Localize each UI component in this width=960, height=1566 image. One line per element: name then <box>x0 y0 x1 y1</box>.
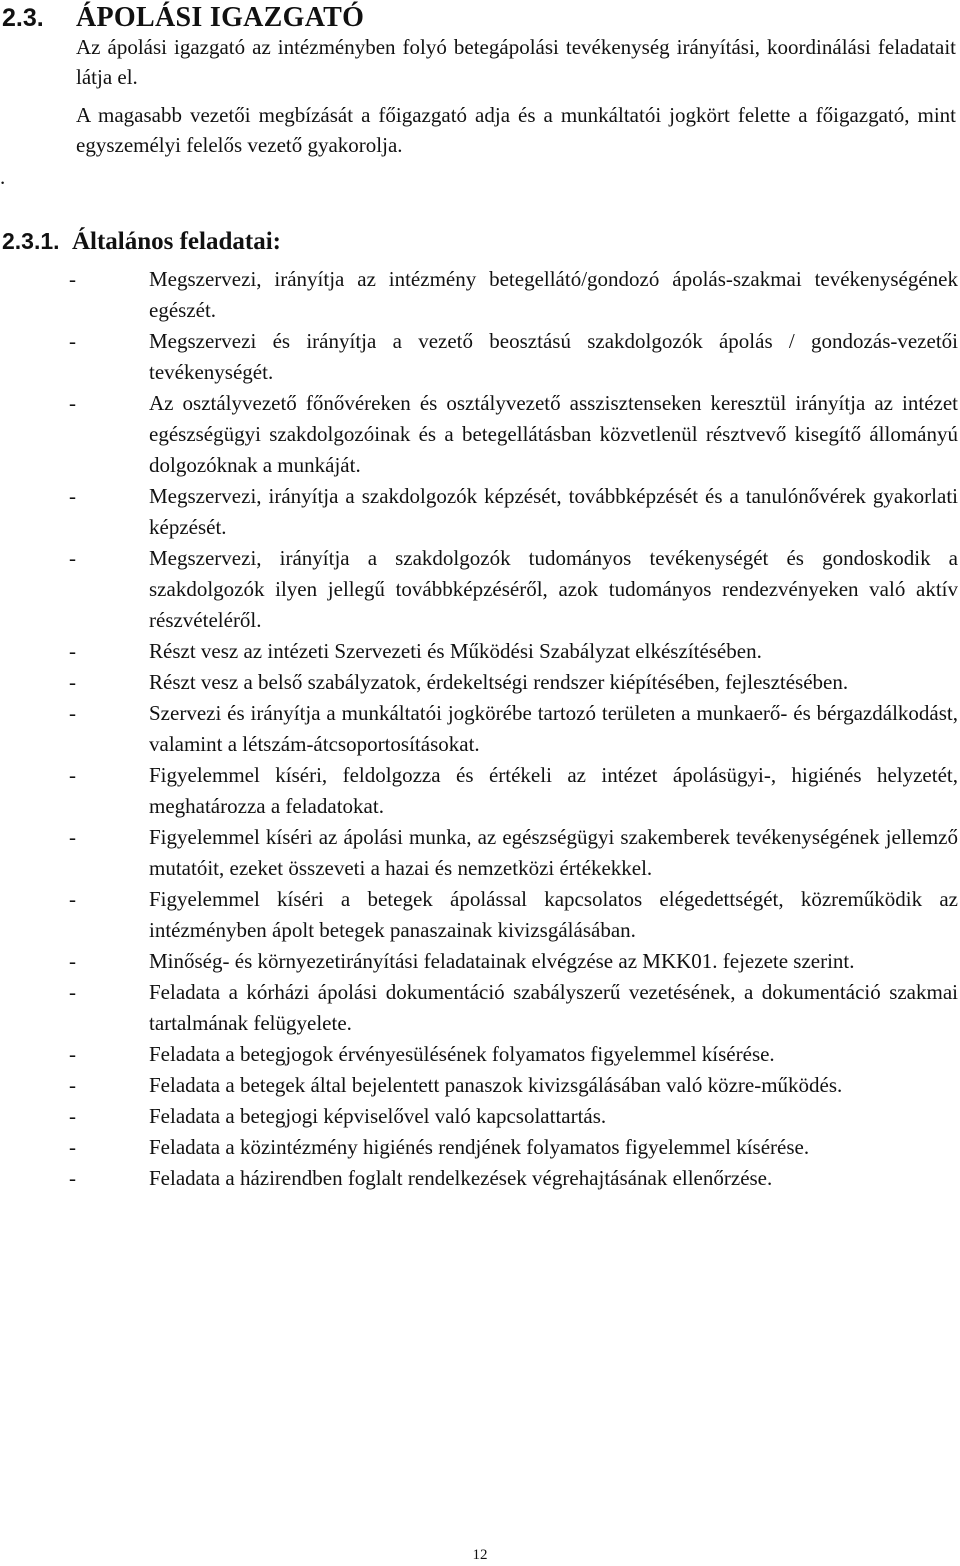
task-item <box>0 946 960 977</box>
task-item <box>0 760 960 822</box>
task-list <box>0 264 960 1194</box>
task-text: Szervezi és irányítja a munkáltatói jogkörébe tartozó területen a munkaerő- és bérgazdálkodást, valamint a létszám-átcsoportosításokat. <box>149 701 958 756</box>
task-item <box>0 543 960 636</box>
bullet-dash: - <box>69 1135 76 1159</box>
task-text: Figyelemmel kíséri, feldolgozza és értékeli az intézet ápolásügyi-, higiénés helyzetét, meghatározza a feladatokat. <box>149 763 958 818</box>
task-text: Feladata a kórházi ápolási dokumentáció szabályszerű vezetésének, a dokumentáció szakmai tartalmának felügyelete. <box>149 980 958 1035</box>
task-text: Megszervezi, irányítja a szakdolgozók tudományos tevékenységét és gondoskodik a szakdolgozók ilyen jellegű továbbképzéséről, azok tudományos rendezvényeken való aktív részvételéről. <box>149 546 958 632</box>
bullet-dash: - <box>69 701 76 725</box>
section-number: 2.3. <box>2 4 44 32</box>
task-text: Megszervezi és irányítja a vezető beosztású szakdolgozók ápolás / gondozás-vezetői tevékenységét. <box>149 329 958 384</box>
task-item <box>0 1163 960 1194</box>
task-item <box>0 481 960 543</box>
bullet-dash: - <box>69 329 76 353</box>
subsection-number: 2.3.1. <box>2 228 60 254</box>
task-item <box>0 1101 960 1132</box>
bullet-dash: - <box>69 980 76 1004</box>
task-item <box>0 1070 960 1101</box>
task-text: Az osztályvezető főnővéreken és osztályvezető asszisztenseken keresztül irányítja az intézet egészségügyi szakdolgozóinak és a betegellátásban közvetlenül résztvevő kisegítő állományú dolgozóknak a munkáját. <box>149 391 958 477</box>
task-item <box>0 884 960 946</box>
bullet-dash: - <box>69 546 76 570</box>
task-text: Feladata a betegjogi képviselővel való kapcsolattartás. <box>149 1104 607 1128</box>
bullet-dash: - <box>69 763 76 787</box>
task-text: Megszervezi, irányítja a szakdolgozók képzését, továbbképzését és a tanulónővérek gyakorlati képzését. <box>149 484 958 539</box>
stray-dot: . <box>0 165 6 189</box>
bullet-dash: - <box>69 1073 76 1097</box>
bullet-dash: - <box>69 1104 76 1128</box>
section-title: ÁPOLÁSI IGAZGATÓ <box>76 2 365 33</box>
task-item <box>0 822 960 884</box>
task-text: Minőség- és környezetirányítási feladatainak elvégzése az MKK01. fejezete szerint. <box>149 949 855 973</box>
task-item <box>0 326 960 388</box>
task-text: Figyelemmel kíséri az ápolási munka, az egészségügyi szakemberek tevékenységének jellemző mutatóit, ezeket összeveti a hazai és nemzetközi értékekkel. <box>149 825 958 880</box>
task-text: Feladata a betegek által bejelentett panaszok kivizsgálásában való közre-működés. <box>149 1073 843 1097</box>
task-text: Feladata a betegjogok érvényesülésének folyamatos figyelemmel kísérése. <box>149 1042 775 1066</box>
bullet-dash: - <box>69 1042 76 1066</box>
task-text: Feladata a házirendben foglalt rendelkezések végrehajtásának ellenőrzése. <box>149 1166 773 1190</box>
subsection-heading <box>2 225 281 258</box>
task-text: Részt vesz a belső szabályzatok, érdekeltségi rendszer kiépítésében, fejlesztésében. <box>149 670 849 694</box>
task-text: Megszervezi, irányítja az intézmény betegellátó/gondozó ápolás-szakmai tevékenységének egészét. <box>149 267 958 322</box>
bullet-dash: - <box>69 267 76 291</box>
page-number: 12 <box>472 1547 488 1563</box>
task-item <box>0 1132 960 1163</box>
task-item <box>0 667 960 698</box>
task-text: Részt vesz az intézeti Szervezeti és Működési Szabályzat elkészítésében. <box>149 639 762 663</box>
intro-paragraph-2: A magasabb vezetői megbízását a főigazgató adja és a munkáltatói jogkört felette a főigazgató, mint egyszemélyi felelős vezető gyakorolja. <box>76 103 956 157</box>
task-item <box>0 636 960 667</box>
bullet-dash: - <box>69 825 76 849</box>
task-text: Feladata a közintézmény higiénés rendjének folyamatos figyelemmel kísérése. <box>149 1135 810 1159</box>
bullet-dash: - <box>69 639 76 663</box>
intro-paragraph-1: Az ápolási igazgató az intézményben folyó betegápolási tevékenység irányítási, koordinálási feladatait látja el. <box>76 35 956 89</box>
bullet-dash: - <box>69 949 76 973</box>
bullet-dash: - <box>69 670 76 694</box>
task-item <box>0 977 960 1039</box>
task-item <box>0 264 960 326</box>
task-item <box>0 698 960 760</box>
bullet-dash: - <box>69 391 76 415</box>
bullet-dash: - <box>69 1166 76 1190</box>
task-item <box>0 388 960 481</box>
task-text: Figyelemmel kíséri a betegek ápolással kapcsolatos elégedettségét, közreműködik az intézményben ápolt betegek panaszainak kivizsgálásában. <box>149 887 958 942</box>
subsection-title: Általános feladatai: <box>71 228 281 255</box>
task-item <box>0 1039 960 1070</box>
bullet-dash: - <box>69 887 76 911</box>
bullet-dash: - <box>69 484 76 508</box>
